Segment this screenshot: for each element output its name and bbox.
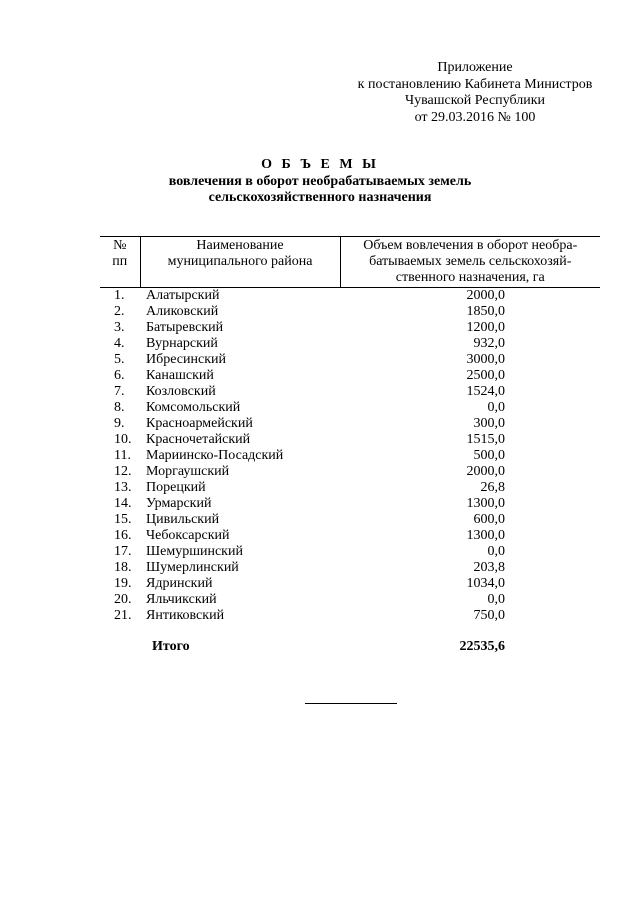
district-name: Янтиковский <box>146 608 225 623</box>
district-name: Красноармейский <box>146 416 253 431</box>
row-number: 12. <box>114 464 132 479</box>
volume-value: 2000,0 <box>466 464 505 479</box>
row-number: 11. <box>114 448 131 463</box>
row-number: 20. <box>114 592 132 607</box>
district-name: Комсомольский <box>146 400 241 415</box>
row-number: 16. <box>114 528 132 543</box>
table-row <box>100 608 600 624</box>
total-label: Итого <box>152 639 190 654</box>
table-row <box>100 304 600 320</box>
table-spacer <box>100 624 600 639</box>
volume-value: 3000,0 <box>466 352 505 367</box>
appendix-line-1: Приложение <box>437 60 513 75</box>
volume-value: 500,0 <box>473 448 505 463</box>
district-name: Урмарский <box>146 496 212 511</box>
volume-value: 0,0 <box>487 400 505 415</box>
document-title: О Б Ъ Е М Ы <box>261 157 379 172</box>
row-number: 1. <box>114 288 125 303</box>
row-number: 3. <box>114 320 125 335</box>
volume-value: 1300,0 <box>466 496 505 511</box>
header-number <box>100 237 140 288</box>
volume-value: 1515,0 <box>466 432 505 447</box>
appendix-line-3: Чувашской Республики <box>404 93 546 108</box>
table-body <box>100 288 600 656</box>
row-number: 7. <box>114 384 125 399</box>
volume-value: 26,8 <box>480 480 505 495</box>
appendix-line-4: от 29.03.2016 № 100 <box>414 109 536 125</box>
district-name: Аликовский <box>146 304 219 319</box>
table-row <box>100 560 600 576</box>
table-row <box>100 480 600 496</box>
volume-value: 932,0 <box>473 336 505 351</box>
row-number: 14. <box>114 496 132 511</box>
row-number: 10. <box>114 432 132 447</box>
district-name: Вурнарский <box>146 336 218 351</box>
document-heading <box>0 157 640 207</box>
table-row <box>100 544 600 560</box>
header-name-line-2: муниципального района <box>167 254 313 269</box>
table-row <box>100 384 600 400</box>
table-row <box>100 576 600 592</box>
district-name: Батыревский <box>146 320 224 335</box>
volume-value: 2000,0 <box>466 288 505 303</box>
district-name: Порецкий <box>146 480 206 495</box>
header-district-name <box>140 237 340 288</box>
district-name: Чебоксарский <box>146 528 230 543</box>
volume-value: 1200,0 <box>466 320 505 335</box>
table-row <box>100 512 600 528</box>
district-name: Цивильский <box>146 512 220 527</box>
appendix-line-2: к постановлению Кабинета Министров <box>357 76 593 92</box>
table-header-row <box>100 237 600 288</box>
table-row <box>100 432 600 448</box>
header-volume <box>340 237 600 288</box>
row-number: 5. <box>114 352 125 367</box>
table-row <box>100 352 600 368</box>
table-row <box>100 368 600 384</box>
header-volume-line-3: ственного назначения, га <box>395 270 545 285</box>
volumes-table <box>100 236 600 655</box>
table-row <box>100 448 600 464</box>
district-name: Шемуршинский <box>146 544 243 559</box>
row-number: 8. <box>114 400 125 415</box>
total-row <box>100 639 600 655</box>
closing-rule <box>305 703 397 704</box>
table-row <box>100 592 600 608</box>
volume-value: 1034,0 <box>466 576 505 591</box>
table-row <box>100 496 600 512</box>
volume-value: 1300,0 <box>466 528 505 543</box>
district-name: Ибресинский <box>146 352 226 367</box>
row-number: 4. <box>114 336 125 351</box>
header-number-line-2: пп <box>112 254 128 269</box>
total-empty-cell <box>100 639 140 655</box>
total-value: 22535,6 <box>459 639 505 654</box>
district-name: Мариинско-Посадский <box>146 448 284 463</box>
district-name: Ядринский <box>146 576 213 591</box>
volume-value: 0,0 <box>487 544 505 559</box>
document-subtitle-line-2: сельскохозяйственного назначения <box>208 190 432 205</box>
district-name: Красночетайский <box>146 432 251 447</box>
district-name: Шумерлинский <box>146 560 239 575</box>
row-number: 18. <box>114 560 132 575</box>
volume-value: 0,0 <box>487 592 505 607</box>
volume-value: 1524,0 <box>466 384 505 399</box>
row-number: 9. <box>114 416 125 431</box>
row-number: 21. <box>114 608 132 623</box>
appendix-block <box>330 60 620 126</box>
table-row <box>100 416 600 432</box>
volume-value: 1850,0 <box>466 304 505 319</box>
table-row <box>100 320 600 336</box>
row-number: 17. <box>114 544 132 559</box>
header-name-line-1: Наименование <box>196 238 284 253</box>
row-number: 15. <box>114 512 132 527</box>
district-name: Козловский <box>146 384 216 399</box>
table-row <box>100 400 600 416</box>
table-row <box>100 528 600 544</box>
volume-value: 203,8 <box>473 560 505 575</box>
row-number: 19. <box>114 576 132 591</box>
document-subtitle-line-1: вовлечения в оборот необрабатываемых земель <box>168 173 472 189</box>
district-name: Канашский <box>146 368 214 383</box>
district-name: Моргаушский <box>146 464 230 479</box>
volume-value: 300,0 <box>473 416 505 431</box>
row-number: 2. <box>114 304 125 319</box>
header-number-line-1: № <box>113 238 127 253</box>
volume-value: 2500,0 <box>466 368 505 383</box>
table-row <box>100 464 600 480</box>
district-name: Алатырский <box>146 288 220 303</box>
row-number: 13. <box>114 480 132 495</box>
table-row <box>100 336 600 352</box>
volume-value: 600,0 <box>473 512 505 527</box>
row-number: 6. <box>114 368 125 383</box>
table-row <box>100 288 600 305</box>
volume-value: 750,0 <box>473 608 505 623</box>
header-volume-line-1: Объем вовлечения в оборот необра- <box>363 238 578 253</box>
district-name: Яльчикский <box>146 592 217 607</box>
header-volume-line-2: батываемых земель сельскохозяй- <box>369 254 572 269</box>
